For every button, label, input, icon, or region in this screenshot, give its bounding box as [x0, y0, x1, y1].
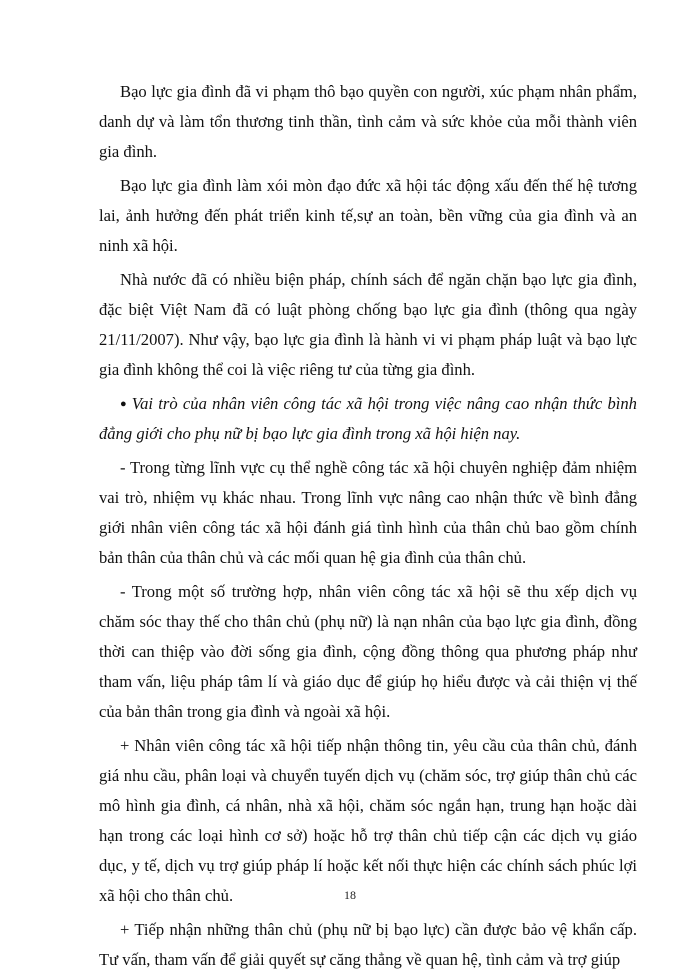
section-heading: [99, 389, 637, 449]
paragraph-1: Bạo lực gia đình đã vi phạm thô bạo quyền con người, xúc phạm nhân phẩm, danh dự và làm tổn thương tinh thần, tình cảm và sức khỏe của mỗi thành viên gia đình.: [99, 82, 637, 161]
bullet-icon: ●: [120, 398, 128, 410]
body-text: [99, 77, 637, 979]
paragraph-3: Nhà nước đã có nhiều biện pháp, chính sách để ngăn chặn bạo lực gia đình, đặc biệt Việt Nam đã có luật phòng chống bạo lực gia đình (thông qua ngày 21/11/2007). Như vậy, bạo lực gia đình là hành vi vi phạm pháp luật và bạo lực gia đình không thể coi là việc riêng tư của từng gia đình.: [99, 270, 637, 379]
section-heading-text: Vai trò của nhân viên công tác xã hội trong việc nâng cao nhận thức bình đẳng giới cho phụ nữ bị bạo lực gia đình trong xã hội hiện nay.: [99, 394, 637, 443]
paragraph-2: Bạo lực gia đình làm xói mòn đạo đức xã hội tác động xấu đến thế hệ tương lai, ảnh hưởng đến phát triển kinh tế,sự an toàn, bền vững của gia đình và an ninh xã hội.: [99, 176, 637, 255]
paragraph-6: + Nhân viên công tác xã hội tiếp nhận thông tin, yêu cầu của thân chủ, đánh giá nhu cầu, phân loại và chuyển tuyến dịch vụ (chăm sóc, trợ giúp thân chủ các mô hình gia đình, cá nhân, nhà xã hội, chăm sóc ngắn hạn, trung hạn hoặc dài hạn trong các loại hình cơ sở) hoặc hỗ trợ thân chủ tiếp cận các dịch vụ giáo dục, y tế, dịch vụ trợ giúp pháp lí hoặc kết nối thực hiện các chính sách phúc lợi xã hội cho thân chủ.: [99, 736, 637, 905]
page-number: 18: [344, 888, 356, 902]
paragraph-5: - Trong một số trường hợp, nhân viên công tác xã hội sẽ thu xếp dịch vụ chăm sóc thay thế cho thân chủ (phụ nữ) là nạn nhân của bạo lực gia đình, đồng thời can thiệp vào đời sống gia đình, cộng đồng thông qua phương pháp như tham vấn, liệu pháp tâm lí và giáo dục để giúp họ hiểu được và cải thiện vị thế của bản thân trong gia đình và ngoài xã hội.: [99, 582, 637, 721]
paragraph-4: - Trong từng lĩnh vực cụ thể nghề công tác xã hội chuyên nghiệp đảm nhiệm vai trò, nhiệm vụ khác nhau. Trong lĩnh vực nâng cao nhận thức về bình đẳng giới nhân viên công tác xã hội đánh giá tình hình của thân chủ bao gồm chính bản thân của thân chủ và các mối quan hệ gia đình của thân chủ.: [99, 458, 637, 567]
paragraph-7: + Tiếp nhận những thân chủ (phụ nữ bị bạo lực) cần được bảo vệ khẩn cấp. Tư vấn, tham vấn để giải quyết sự căng thẳng về quan hệ, tình cảm và trợ giúp: [99, 920, 637, 969]
